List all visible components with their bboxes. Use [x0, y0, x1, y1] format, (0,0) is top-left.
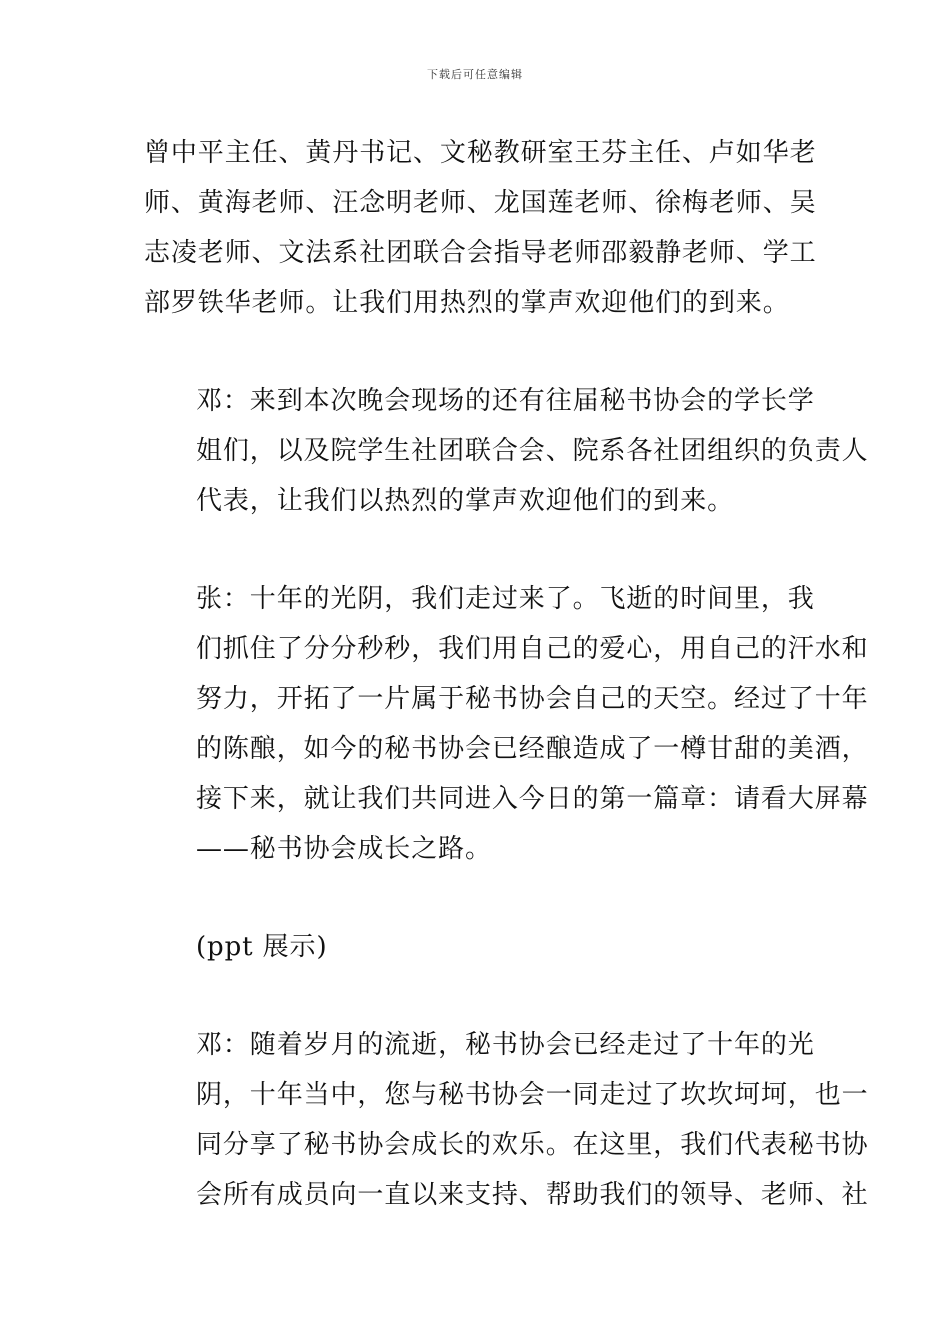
- text-line: 邓：随着岁月的流逝，秘书协会已经走过了十年的光: [196, 1030, 815, 1060]
- text-line: 会所有成员向一直以来支持、帮助我们的领导、老师、社: [196, 1180, 869, 1210]
- document-body: [144, 128, 869, 1220]
- text-line: 们抓住了分分秒秒，我们用自己的爱心，用自己的汗水和: [196, 634, 869, 664]
- text-line: 代表，让我们以热烈的掌声欢迎他们的到来。: [196, 486, 735, 516]
- paragraph-guest-list: [144, 128, 817, 328]
- text-line: 阴，十年当中，您与秘书协会一同走过了坎坎坷坷，也一: [196, 1080, 869, 1110]
- text-line: 师、黄海老师、汪念明老师、龙国莲老师、徐梅老师、吴: [144, 188, 817, 218]
- paragraph-deng-thanks: [144, 1020, 869, 1220]
- paragraph-zhang-ten-years: [144, 574, 869, 874]
- text-line: 姐们，以及院学生社团联合会、院系各社团组织的负责人: [196, 436, 869, 466]
- text-line: (ppt 展示): [196, 932, 328, 962]
- text-line: 同分享了秘书协会成长的欢乐。在这里，我们代表秘书协: [196, 1130, 869, 1160]
- text-line: 张：十年的光阴，我们走过来了。飞逝的时间里，我: [196, 584, 815, 614]
- page-header: 下载后可任意编辑: [427, 68, 523, 81]
- text-line: 接下来，就让我们共同进入今日的第一篇章：请看大屏幕: [196, 784, 869, 814]
- paragraph-ppt-note: [144, 922, 808, 972]
- text-line: 部罗铁华老师。让我们用热烈的掌声欢迎他们的到来。: [144, 288, 790, 318]
- text-line: 努力，开拓了一片属于秘书协会自己的天空。经过了十年: [196, 684, 869, 714]
- text-line: ——秘书协会成长之路。: [196, 834, 492, 864]
- text-line: 的陈酿，如今的秘书协会已经酿造成了一樽甘甜的美酒，: [196, 734, 869, 764]
- text-line: 曾中平主任、黄丹书记、文秘教研室王芬主任、卢如华老: [144, 138, 817, 168]
- text-line: 邓：来到本次晚会现场的还有往届秘书协会的学长学: [196, 386, 815, 416]
- paragraph-deng-welcome: [144, 376, 869, 526]
- text-line: 志凌老师、文法系社团联合会指导老师邵毅静老师、学工: [144, 238, 817, 268]
